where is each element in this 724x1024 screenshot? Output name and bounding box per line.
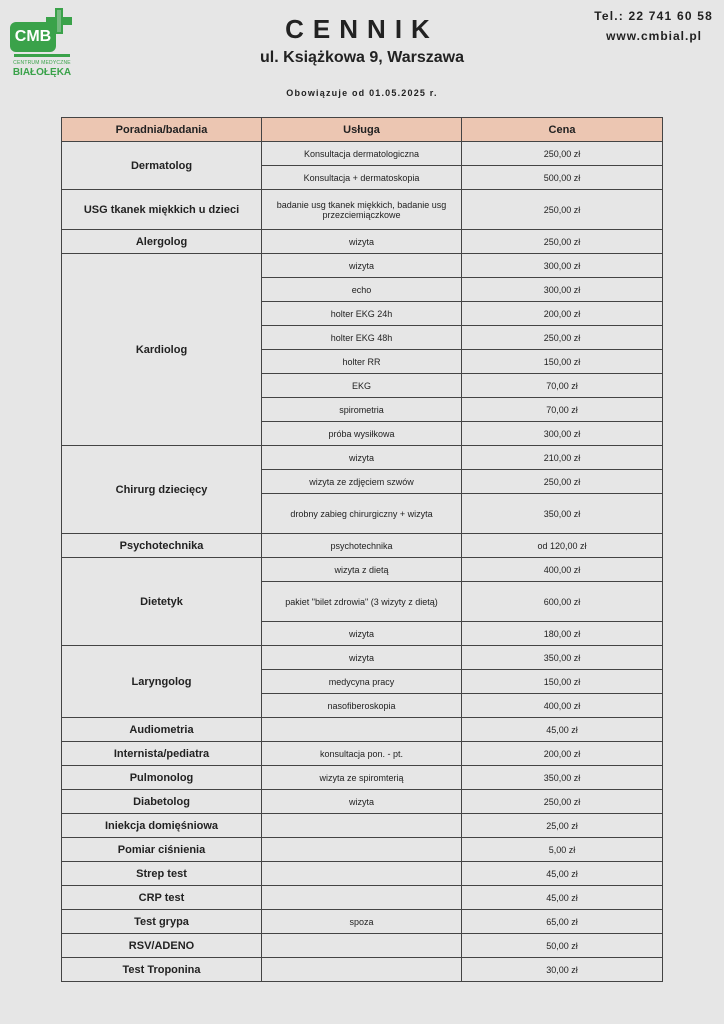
service-cell: wizyta [262,790,462,814]
service-cell: holter EKG 48h [262,326,462,350]
service-cell: wizyta z dietą [262,558,462,582]
page-title: CENNIK [285,14,439,44]
table-row [62,838,663,862]
service-cell: spoza [262,910,462,934]
price-cell: 210,00 zł [462,446,663,470]
table-row [62,910,663,934]
service-cell: wizyta [262,230,462,254]
price-table [61,117,663,982]
price-cell: 350,00 zł [462,766,663,790]
column-header-price: Cena [462,118,663,142]
category-cell: Laryngolog [62,646,262,718]
price-cell: 300,00 zł [462,422,663,446]
price-cell: 250,00 zł [462,790,663,814]
price-cell: 600,00 zł [462,582,663,622]
service-cell: Konsultacja dermatologiczna [262,142,462,166]
column-header-service: Usługa [262,118,462,142]
category-cell: Test grypa [62,910,262,934]
service-cell: drobny zabieg chirurgiczny + wizyta [262,494,462,534]
price-cell: 250,00 zł [462,190,663,230]
table-row [62,718,663,742]
table-row [62,230,663,254]
column-header-category: Poradnia/badania [62,118,262,142]
table-row [62,742,663,766]
price-cell: 250,00 zł [462,142,663,166]
price-cell: 70,00 zł [462,374,663,398]
service-cell [262,838,462,862]
table-row [62,862,663,886]
service-cell [262,718,462,742]
service-cell: wizyta ze zdjęciem szwów [262,470,462,494]
service-cell: psychotechnika [262,534,462,558]
price-cell: 250,00 zł [462,470,663,494]
table-row [62,814,663,838]
price-cell: 180,00 zł [462,622,663,646]
table-row [62,958,663,982]
phone-number: Tel.: 22 741 60 58 [594,9,713,23]
category-cell: Diabetolog [62,790,262,814]
table-row [62,142,663,166]
price-cell: 400,00 zł [462,558,663,582]
service-cell: wizyta ze spiromterią [262,766,462,790]
logo-subtitle: CENTRUM MEDYCZNE [13,60,71,66]
service-cell: echo [262,278,462,302]
category-cell: Strep test [62,862,262,886]
service-cell: wizyta [262,446,462,470]
category-cell: CRP test [62,886,262,910]
price-cell: od 120,00 zł [462,534,663,558]
category-cell: Internista/pediatra [62,742,262,766]
table-row [62,190,663,230]
category-cell: Pulmonolog [62,766,262,790]
table-row [62,934,663,958]
category-cell: Audiometria [62,718,262,742]
price-cell: 45,00 zł [462,886,663,910]
service-cell: medycyna pracy [262,670,462,694]
category-cell: Alergolog [62,230,262,254]
table-row [62,558,663,582]
price-cell: 45,00 zł [462,718,663,742]
price-cell: 25,00 zł [462,814,663,838]
price-cell: 250,00 zł [462,230,663,254]
table-row [62,790,663,814]
website-link[interactable]: www.cmbial.pl [606,29,702,43]
table-row [62,886,663,910]
logo-badge: CMB [10,22,56,52]
valid-from-date: Obowiązuje od 01.05.2025 r. [286,88,438,98]
price-cell: 300,00 zł [462,254,663,278]
price-cell: 350,00 zł [462,646,663,670]
category-cell: Kardiolog [62,254,262,446]
service-cell [262,814,462,838]
service-cell: holter RR [262,350,462,374]
price-table-body [62,142,663,982]
service-cell [262,886,462,910]
service-cell: konsultacja pon. - pt. [262,742,462,766]
price-cell: 250,00 zł [462,326,663,350]
price-cell: 30,00 zł [462,958,663,982]
logo-name: BIAŁOŁĘKA [12,67,72,78]
table-header-row [62,118,663,142]
service-cell [262,958,462,982]
service-cell: pakiet "bilet zdrowia" (3 wizyty z dietą) [262,582,462,622]
price-cell: 200,00 zł [462,742,663,766]
price-cell: 65,00 zł [462,910,663,934]
price-cell: 400,00 zł [462,694,663,718]
service-cell: wizyta [262,622,462,646]
price-cell: 500,00 zł [462,166,663,190]
category-cell: Pomiar ciśnienia [62,838,262,862]
service-cell: holter EKG 24h [262,302,462,326]
price-cell: 200,00 zł [462,302,663,326]
service-cell [262,934,462,958]
price-cell: 300,00 zł [462,278,663,302]
category-cell: Chirurg dziecięcy [62,446,262,534]
service-cell: wizyta [262,646,462,670]
price-cell: 350,00 zł [462,494,663,534]
table-row [62,534,663,558]
service-cell: nasofiberoskopia [262,694,462,718]
category-cell: USG tkanek miękkich u dzieci [62,190,262,230]
price-cell: 150,00 zł [462,670,663,694]
address: ul. Książkowa 9, Warszawa [260,49,464,66]
category-cell: Iniekcja domięśniowa [62,814,262,838]
category-cell: RSV/ADENO [62,934,262,958]
price-cell: 150,00 zł [462,350,663,374]
service-cell: próba wysiłkowa [262,422,462,446]
price-cell: 70,00 zł [462,398,663,422]
category-cell: Test Troponina [62,958,262,982]
service-cell [262,862,462,886]
table-row [62,446,663,470]
price-cell: 50,00 zł [462,934,663,958]
category-cell: Dietetyk [62,558,262,646]
category-cell: Dermatolog [62,142,262,190]
service-cell: Konsultacja + dermatoskopia [262,166,462,190]
service-cell: spirometria [262,398,462,422]
table-row [62,254,663,278]
category-cell: Psychotechnika [62,534,262,558]
service-cell: badanie usg tkanek miękkich, badanie usg przezciemiączkowe [262,190,462,230]
price-cell: 5,00 zł [462,838,663,862]
price-cell: 45,00 zł [462,862,663,886]
table-row [62,766,663,790]
service-cell: wizyta [262,254,462,278]
service-cell: EKG [262,374,462,398]
table-row [62,646,663,670]
